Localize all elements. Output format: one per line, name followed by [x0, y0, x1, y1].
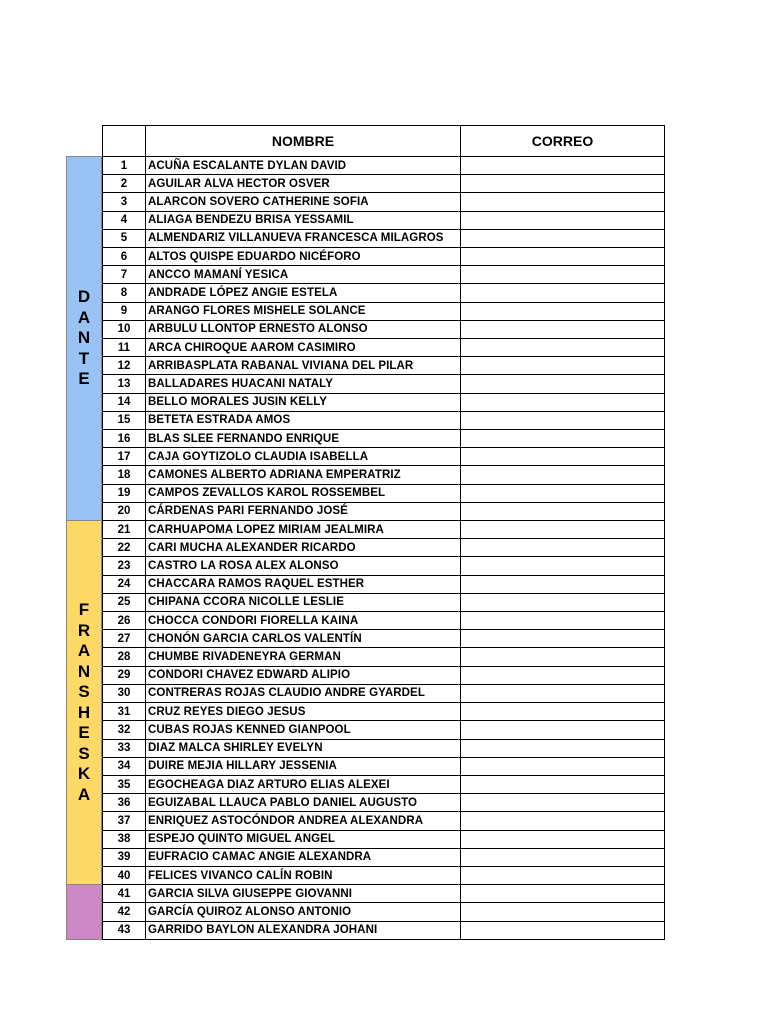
table-row [102, 484, 664, 502]
correo-cell[interactable] [460, 265, 665, 284]
row-number-cell[interactable]: 14 [102, 393, 146, 412]
nombre-cell[interactable]: ARCA CHIROQUE AAROM CASIMIRO [145, 338, 461, 357]
nombre-cell[interactable]: EGUIZABAL LLAUCA PABLO DANIEL AUGUSTO [145, 793, 461, 812]
row-number-cell[interactable]: 16 [102, 429, 146, 448]
row-number-cell[interactable]: 38 [102, 830, 146, 849]
table-row [102, 666, 664, 684]
nombre-cell[interactable]: GARCIA SILVA GIUSEPPE GIOVANNI [145, 884, 461, 903]
group-letter: R [77, 620, 91, 640]
row-number-cell[interactable]: 7 [102, 265, 146, 284]
correo-cell[interactable] [460, 593, 665, 612]
nombre-cell[interactable]: ALIAGA BENDEZU BRISA YESSAMIL [145, 211, 461, 230]
table-row [102, 247, 664, 265]
header-row [102, 125, 664, 157]
nombre-cell[interactable]: ANCCO MAMANÍ YESICA [145, 265, 461, 284]
nombre-cell[interactable]: CHONÓN GARCIA CARLOS VALENTÍN [145, 629, 461, 648]
nombre-cell[interactable]: ARBULU LLONTOP ERNESTO ALONSO [145, 320, 461, 339]
nombre-cell[interactable]: BETETA ESTRADA AMOS [145, 411, 461, 430]
correo-cell[interactable] [460, 739, 665, 758]
correo-cell[interactable] [460, 629, 665, 648]
correo-cell[interactable] [460, 338, 665, 357]
table-row [102, 338, 664, 356]
group-letter: K [77, 764, 91, 784]
correo-cell[interactable] [460, 720, 665, 739]
nombre-cell[interactable]: CHIPANA CCORA NICOLLE LESLIE [145, 593, 461, 612]
row-number-cell[interactable]: 34 [102, 757, 146, 776]
correo-cell[interactable] [460, 848, 665, 867]
table-row [102, 720, 664, 738]
group-letter: N [77, 328, 91, 348]
correo-cell[interactable] [460, 320, 665, 339]
nombre-cell[interactable]: BELLO MORALES JUSIN KELLY [145, 393, 461, 412]
row-number-cell[interactable]: 10 [102, 320, 146, 339]
correo-cell[interactable] [460, 902, 665, 921]
nombre-cell[interactable]: FELICES VIVANCO CALÍN ROBIN [145, 866, 461, 885]
group-letter: A [77, 307, 91, 327]
group-letter: A [77, 641, 91, 661]
table-row [102, 356, 664, 374]
nombre-cell[interactable]: ARRIBASPLATA RABANAL VIVIANA DEL PILAR [145, 356, 461, 375]
group-letter: N [77, 661, 91, 681]
table-row [102, 320, 664, 338]
correo-cell[interactable] [460, 229, 665, 248]
row-number-cell[interactable]: 35 [102, 775, 146, 794]
table-row [102, 793, 664, 811]
nombre-cell[interactable]: CHOCCA CONDORI FIORELLA KAINA [145, 611, 461, 630]
correo-cell[interactable] [460, 647, 665, 666]
table-row [102, 830, 664, 848]
nombre-cell[interactable]: CAJA GOYTIZOLO CLAUDIA ISABELLA [145, 447, 461, 466]
correo-cell[interactable] [460, 411, 665, 430]
correo-cell[interactable] [460, 884, 665, 903]
table-row [102, 866, 664, 884]
correo-cell[interactable] [460, 757, 665, 776]
nombre-cell[interactable]: CÁRDENAS PARI FERNANDO JOSÉ [145, 502, 461, 521]
table-row [102, 775, 664, 793]
table-row [102, 447, 664, 465]
row-number-cell[interactable]: 18 [102, 465, 146, 484]
table-row [102, 174, 664, 192]
nombre-cell[interactable]: DUIRE MEJIA HILLARY JESSENIA [145, 757, 461, 776]
table-row [102, 411, 664, 429]
row-number-cell[interactable]: 17 [102, 447, 146, 466]
row-number-cell[interactable]: 19 [102, 484, 146, 503]
table-row [102, 629, 664, 647]
table-row [102, 593, 664, 611]
header-nombre-cell[interactable]: NOMBRE [145, 125, 461, 157]
group-letter: S [78, 682, 90, 702]
table-row [102, 502, 664, 520]
group-letter: E [78, 369, 90, 389]
row-number-cell[interactable]: 31 [102, 702, 146, 721]
table-row [102, 702, 664, 720]
row-number-cell[interactable]: 29 [102, 666, 146, 685]
correo-cell[interactable] [460, 356, 665, 375]
correo-cell[interactable] [460, 211, 665, 230]
nombre-cell[interactable]: CARI MUCHA ALEXANDER RICARDO [145, 538, 461, 557]
table-row [102, 739, 664, 757]
row-number-cell[interactable]: 37 [102, 811, 146, 830]
nombre-cell[interactable]: ARANGO FLORES MISHELE SOLANCE [145, 302, 461, 321]
row-number-cell[interactable]: 23 [102, 556, 146, 575]
group-letter: S [78, 743, 90, 763]
correo-cell[interactable] [460, 575, 665, 594]
group-letter: A [77, 784, 91, 804]
correo-cell[interactable] [460, 247, 665, 266]
correo-cell[interactable] [460, 429, 665, 448]
row-number-cell[interactable]: 32 [102, 720, 146, 739]
table-row [102, 647, 664, 665]
nombre-cell[interactable]: AGUILAR ALVA HECTOR OSVER [145, 174, 461, 193]
correo-cell[interactable] [460, 192, 665, 211]
correo-cell[interactable] [460, 830, 665, 849]
correo-cell[interactable] [460, 538, 665, 557]
nombre-cell[interactable]: CONTRERAS ROJAS CLAUDIO ANDRE GYARDEL [145, 684, 461, 703]
table-row [102, 229, 664, 247]
table-row [102, 520, 664, 538]
table-row [102, 575, 664, 593]
row-number-cell[interactable]: 11 [102, 338, 146, 357]
nombre-cell[interactable]: EGOCHEAGA DIAZ ARTURO ELIAS ALEXEI [145, 775, 461, 794]
row-number-cell[interactable]: 9 [102, 302, 146, 321]
row-number-cell[interactable]: 30 [102, 684, 146, 703]
correo-cell[interactable] [460, 447, 665, 466]
correo-cell[interactable] [460, 484, 665, 503]
nombre-cell[interactable]: GARCÍA QUIROZ ALONSO ANTONIO [145, 902, 461, 921]
correo-cell[interactable] [460, 174, 665, 193]
table-row [102, 538, 664, 556]
nombre-cell[interactable]: DIAZ MALCA SHIRLEY EVELYN [145, 739, 461, 758]
row-number-cell[interactable]: 8 [102, 283, 146, 302]
table-row [102, 684, 664, 702]
table-row [102, 884, 664, 902]
table-row [102, 757, 664, 775]
correo-cell[interactable] [460, 502, 665, 521]
group-letter: D [77, 287, 91, 307]
row-number-cell[interactable]: 24 [102, 575, 146, 594]
nombre-cell[interactable]: ALTOS QUISPE EDUARDO NICÉFORO [145, 247, 461, 266]
table-row [102, 302, 664, 320]
table-row [102, 811, 664, 829]
nombre-cell[interactable]: CAMONES ALBERTO ADRIANA EMPERATRIZ [145, 465, 461, 484]
nombre-cell[interactable]: EUFRACIO CAMAC ANGIE ALEXANDRA [145, 848, 461, 867]
group-letter: T [78, 348, 90, 368]
row-number-cell[interactable]: 3 [102, 192, 146, 211]
group-label-dante [66, 156, 102, 521]
group-label-fransheska [66, 520, 102, 885]
correo-cell[interactable] [460, 556, 665, 575]
correo-cell[interactable] [460, 374, 665, 393]
correo-cell[interactable] [460, 283, 665, 302]
correo-cell[interactable] [460, 921, 665, 940]
row-number-cell[interactable]: 1 [102, 156, 146, 175]
row-number-cell[interactable]: 26 [102, 611, 146, 630]
table-row [102, 429, 664, 447]
header-correo-cell[interactable]: CORREO [460, 125, 665, 157]
correo-cell[interactable] [460, 156, 665, 175]
row-number-cell[interactable]: 12 [102, 356, 146, 375]
group-letter: E [78, 723, 90, 743]
row-number-cell[interactable]: 36 [102, 793, 146, 812]
nombre-cell[interactable]: ANDRADE LÓPEZ ANGIE ESTELA [145, 283, 461, 302]
row-number-cell[interactable]: 15 [102, 411, 146, 430]
row-number-cell[interactable]: 43 [102, 921, 146, 940]
correo-cell[interactable] [460, 666, 665, 685]
correo-cell[interactable] [460, 393, 665, 412]
nombre-cell[interactable]: GARRIDO BAYLON ALEXANDRA JOHANI [145, 921, 461, 940]
correo-cell[interactable] [460, 811, 665, 830]
nombre-cell[interactable]: CAMPOS ZEVALLOS KAROL ROSSEMBEL [145, 484, 461, 503]
correo-cell[interactable] [460, 465, 665, 484]
correo-cell[interactable] [460, 702, 665, 721]
table-row [102, 556, 664, 574]
group-label-unnamed [66, 884, 102, 940]
nombre-cell[interactable]: CRUZ REYES DIEGO JESUS [145, 702, 461, 721]
nombre-cell[interactable]: CHACCARA RAMOS RAQUEL ESTHER [145, 575, 461, 594]
nombre-cell[interactable]: BLAS SLEE FERNANDO ENRIQUE [145, 429, 461, 448]
nombre-cell[interactable]: CONDORI CHAVEZ EDWARD ALIPIO [145, 666, 461, 685]
row-number-cell[interactable]: 2 [102, 174, 146, 193]
row-number-cell[interactable]: 33 [102, 739, 146, 758]
nombre-cell[interactable]: ESPEJO QUINTO MIGUEL ANGEL [145, 830, 461, 849]
row-number-cell[interactable]: 13 [102, 374, 146, 393]
table-row [102, 374, 664, 392]
row-number-cell[interactable]: 42 [102, 902, 146, 921]
correo-cell[interactable] [460, 684, 665, 703]
row-number-cell[interactable]: 40 [102, 866, 146, 885]
table-row [102, 156, 664, 174]
row-number-cell[interactable]: 22 [102, 538, 146, 557]
row-number-cell[interactable]: 21 [102, 520, 146, 539]
nombre-cell[interactable]: ACUÑA ESCALANTE DYLAN DAVID [145, 156, 461, 175]
nombre-cell[interactable]: CARHUAPOMA LOPEZ MIRIAM JEALMIRA [145, 520, 461, 539]
correo-cell[interactable] [460, 520, 665, 539]
nombre-cell[interactable]: CHUMBE RIVADENEYRA GERMAN [145, 647, 461, 666]
group-letter: F [78, 600, 90, 620]
header-num-cell[interactable] [102, 125, 146, 157]
table-row [102, 465, 664, 483]
row-number-cell[interactable]: 28 [102, 647, 146, 666]
table-row [102, 265, 664, 283]
table-row [102, 921, 664, 939]
row-number-cell[interactable]: 5 [102, 229, 146, 248]
row-number-cell[interactable]: 6 [102, 247, 146, 266]
correo-cell[interactable] [460, 866, 665, 885]
correo-cell[interactable] [460, 302, 665, 321]
row-number-cell[interactable]: 41 [102, 884, 146, 903]
nombre-cell[interactable]: ENRIQUEZ ASTOCÓNDOR ANDREA ALEXANDRA [145, 811, 461, 830]
table-row [102, 611, 664, 629]
nombre-cell[interactable]: BALLADARES HUACANI NATALY [145, 374, 461, 393]
group-letter: H [77, 702, 91, 722]
nombre-cell[interactable]: ALMENDARIZ VILLANUEVA FRANCESCA MILAGROS [145, 229, 461, 248]
nombre-cell[interactable]: ALARCON SOVERO CATHERINE SOFIA [145, 192, 461, 211]
table-row [102, 192, 664, 210]
table-row [102, 393, 664, 411]
table-row [102, 902, 664, 920]
correo-cell[interactable] [460, 775, 665, 794]
nombre-cell[interactable]: CASTRO LA ROSA ALEX ALONSO [145, 556, 461, 575]
row-number-cell[interactable]: 27 [102, 629, 146, 648]
table-row [102, 848, 664, 866]
correo-cell[interactable] [460, 793, 665, 812]
table-row [102, 283, 664, 301]
nombre-cell[interactable]: CUBAS ROJAS KENNED GIANPOOL [145, 720, 461, 739]
row-number-cell[interactable]: 4 [102, 211, 146, 230]
row-number-cell[interactable]: 25 [102, 593, 146, 612]
table-body [102, 156, 664, 939]
row-number-cell[interactable]: 39 [102, 848, 146, 867]
correo-cell[interactable] [460, 611, 665, 630]
row-number-cell[interactable]: 20 [102, 502, 146, 521]
table-row [102, 211, 664, 229]
